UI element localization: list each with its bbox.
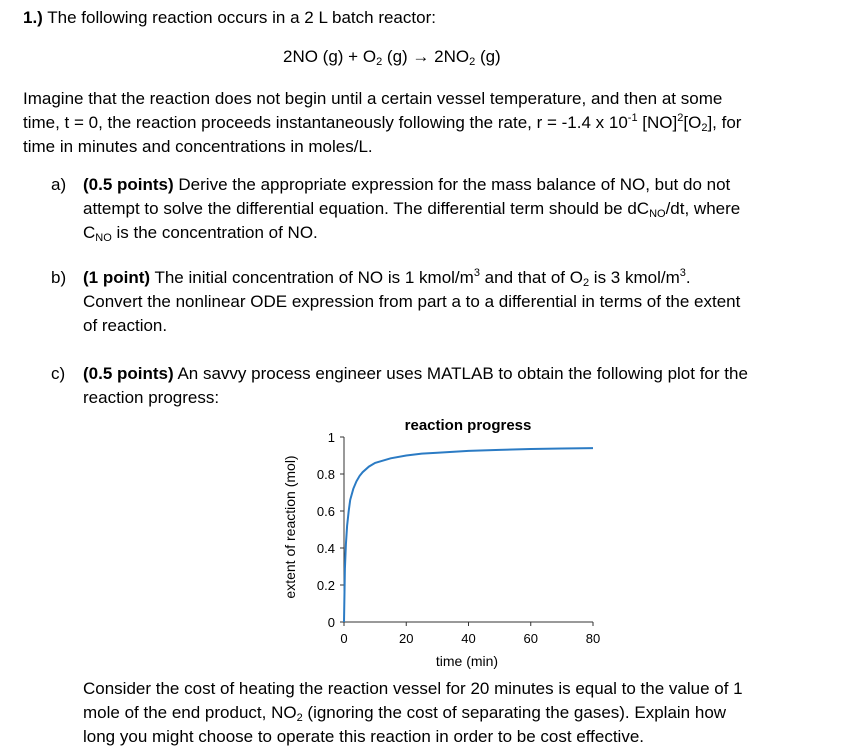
part-c-after-line-3: long you might choose to operate this reaction in order to be cost effective. (83, 727, 645, 746)
part-b-l1-exp1: 3 (473, 267, 480, 279)
para-l2-exp: -1 (627, 112, 638, 124)
chart-x-tick-label: 40 (461, 631, 476, 646)
part-a-points: (0.5 points) (83, 175, 174, 194)
part-c-line-2: reaction progress: (83, 388, 220, 407)
chart-x-tick-label: 0 (340, 631, 348, 646)
problem-intro: The following reaction occurs in a 2 L batch reactor: (47, 8, 436, 27)
part-a-l3-b: is the concentration of NO. (111, 223, 318, 242)
part-c-points: (0.5 points) (83, 364, 174, 383)
chart-x-axis-label: time (min) (435, 653, 499, 669)
reaction-mid: (g) → 2NO (382, 47, 470, 66)
part-b-l1-a: The initial concentration of NO is 1 kmol/m (150, 268, 474, 287)
part-b-l1-c: is 3 kmol/m (589, 268, 680, 287)
part-c-l1: An savvy process engineer uses MATLAB to obtain the following plot for the (173, 364, 748, 383)
para-l2-b: [NO] (637, 113, 678, 132)
part-c-question (83, 677, 743, 749)
part-a-l1: Derive the appropriate expression for the mass balance of NO, but do not (173, 175, 731, 194)
reaction-left: 2NO (g) + O (283, 47, 377, 66)
part-c-after-l2-sub: 2 (296, 712, 303, 724)
chart-x-ticks (340, 622, 600, 646)
part-b-l1-b: and that of O (479, 268, 583, 287)
part-c-after-line-1: Consider the cost of heating the reaction vessel for 20 minutes is equal to the value of 1 (83, 679, 743, 698)
chart-y-ticks (317, 430, 344, 630)
para-line-1: Imagine that the reaction does not begin until a certain vessel temperature, and then at some (23, 89, 723, 108)
reaction-o2-sub: 2 (376, 56, 383, 68)
part-c-label: c) (51, 364, 66, 383)
part-a-l2-a: attempt to solve the differential equation. The differential term should be dC (83, 199, 650, 218)
part-b-line-3: of reaction. (83, 316, 168, 335)
chart-x-tick-label: 60 (523, 631, 538, 646)
part-b-l1-sub: 2 (582, 277, 590, 289)
part-a-l3-a: C (83, 223, 96, 242)
chart-y-axis-label: extent of reaction (mol) (282, 455, 298, 599)
part-c-after-l2-b: (ignoring the cost of separating the gases). Explain how (302, 703, 727, 722)
chart-y-tick-label: 1 (327, 430, 335, 445)
chart-y-tick-label: 0.6 (316, 504, 335, 519)
chart-title: reaction progress (404, 417, 532, 434)
part-a-l2-sub: NO (649, 208, 666, 220)
para-line-3: time in minutes and concentrations in moles/L. (23, 137, 373, 156)
chart-y-tick-label: 0 (327, 615, 335, 630)
part-b-label: b) (51, 268, 67, 287)
chart-axes (340, 437, 593, 622)
part-a-l3-sub: NO (95, 232, 112, 244)
part-b-line-2: Convert the nonlinear ODE expression from part a to a differential in terms of the extent (83, 292, 741, 311)
part-a-label: a) (51, 175, 67, 194)
chart-y-tick-label: 0.4 (316, 541, 335, 556)
reaction-right: (g) (475, 47, 501, 66)
chart-y-tick-label: 0.2 (316, 578, 335, 593)
part-c-after-line-2 (83, 701, 743, 725)
reaction-no2-sub: 2 (469, 56, 476, 68)
para-l2-c: [O (683, 113, 702, 132)
chart-series-line (344, 448, 593, 622)
part-c-after-l2-a: mole of the end product, NO (83, 703, 297, 722)
part-a-l2-b: /dt, where (665, 199, 741, 218)
part-b-l1-exp2: 3 (679, 267, 686, 279)
para-l2-d: ], for (707, 113, 742, 132)
part-b-l1-d: . (685, 268, 691, 287)
chart-x-tick-label: 20 (399, 631, 414, 646)
chart-y-tick-label: 0.8 (316, 467, 335, 482)
chart-x-tick-label: 80 (585, 631, 601, 646)
para-l2-o2: 2 (701, 122, 708, 134)
para-l2-sq: 2 (677, 112, 684, 124)
part-b-points: (1 point) (83, 268, 151, 287)
para-l2-a: time, t = 0, the reaction proceeds instantaneously following the rate, r = -1.4 x 10 (23, 113, 628, 132)
problem-number: 1.) (23, 8, 43, 27)
